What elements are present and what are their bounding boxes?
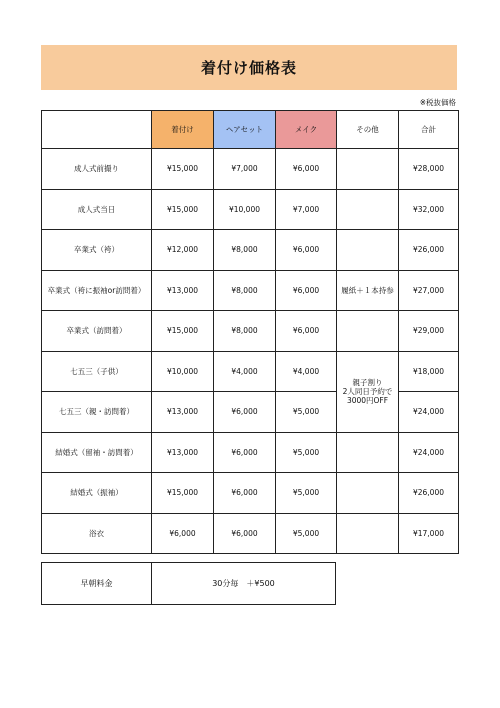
- total-price: ¥26,000: [399, 473, 459, 514]
- makeup-price: ¥7,000: [276, 189, 337, 230]
- table-row: [42, 270, 459, 311]
- other-note-hakama: 履紙＋１本持参: [337, 270, 399, 311]
- hair-price: ¥4,000: [214, 351, 276, 392]
- total-price: ¥26,000: [399, 230, 459, 271]
- hair-price: ¥8,000: [214, 311, 276, 352]
- service-name: 結婚式（振袖）: [42, 473, 152, 514]
- hair-price: ¥8,000: [214, 270, 276, 311]
- total-price: ¥17,000: [399, 513, 459, 554]
- total-price: ¥27,000: [399, 270, 459, 311]
- price-table: [41, 110, 459, 554]
- table-row: [42, 311, 459, 352]
- other-cell: [337, 149, 399, 190]
- other-note-shichigosan: [337, 351, 399, 432]
- makeup-price: ¥6,000: [276, 230, 337, 271]
- makeup-price: ¥5,000: [276, 513, 337, 554]
- hair-price: ¥6,000: [214, 392, 276, 433]
- hair-price: ¥8,000: [214, 230, 276, 271]
- shichigosan-note-line: 2人同日予約で: [342, 387, 393, 396]
- table-row: [42, 432, 459, 473]
- makeup-price: ¥5,000: [276, 473, 337, 514]
- header-total: 合計: [399, 111, 459, 149]
- header-hair-set: ヘアセット: [214, 111, 276, 149]
- kitsuke-price: ¥15,000: [152, 473, 214, 514]
- kitsuke-price: ¥15,000: [152, 311, 214, 352]
- hair-price: ¥6,000: [214, 432, 276, 473]
- table-row: [42, 473, 459, 514]
- total-price: ¥29,000: [399, 311, 459, 352]
- service-name: 七五三（親・訪問着）: [42, 392, 152, 433]
- service-name: 七五三（子供）: [42, 351, 152, 392]
- header-row: [42, 111, 459, 149]
- table-row: [42, 149, 459, 190]
- table-row: [42, 189, 459, 230]
- table-row: [42, 230, 459, 271]
- service-name: 浴衣: [42, 513, 152, 554]
- total-price: ¥32,000: [399, 189, 459, 230]
- hair-price: ¥6,000: [214, 513, 276, 554]
- service-name: 卒業式（袴）: [42, 230, 152, 271]
- tax-note: ※税抜価格: [419, 98, 456, 107]
- shichigosan-note-line: 3000円OFF: [346, 396, 389, 405]
- makeup-price: ¥6,000: [276, 311, 337, 352]
- other-cell: [337, 189, 399, 230]
- total-price: ¥18,000: [399, 351, 459, 392]
- kitsuke-price: ¥15,000: [152, 149, 214, 190]
- makeup-price: ¥6,000: [276, 270, 337, 311]
- early-fee-table: [41, 562, 336, 605]
- service-name: 結婚式（留袖・訪問着）: [42, 432, 152, 473]
- makeup-price: ¥6,000: [276, 149, 337, 190]
- other-cell: [337, 513, 399, 554]
- makeup-price: ¥5,000: [276, 432, 337, 473]
- kitsuke-price: ¥13,000: [152, 392, 214, 433]
- kitsuke-price: ¥6,000: [152, 513, 214, 554]
- hair-price: ¥7,000: [214, 149, 276, 190]
- total-price: ¥24,000: [399, 392, 459, 433]
- early-fee-value: 30分毎 ＋¥500: [152, 563, 336, 605]
- kitsuke-price: ¥13,000: [152, 270, 214, 311]
- header-other: その他: [337, 111, 399, 149]
- other-cell: [337, 473, 399, 514]
- service-name: 卒業式（袴に振袖or訪問着）: [42, 270, 152, 311]
- table-row: [42, 513, 459, 554]
- kitsuke-price: ¥13,000: [152, 432, 214, 473]
- page-title: 着付け価格表: [41, 45, 457, 90]
- other-cell: [337, 311, 399, 352]
- kitsuke-price: ¥15,000: [152, 189, 214, 230]
- kitsuke-price: ¥12,000: [152, 230, 214, 271]
- other-cell: [337, 230, 399, 271]
- total-price: ¥24,000: [399, 432, 459, 473]
- service-name: 卒業式（訪問着）: [42, 311, 152, 352]
- header-service: [42, 111, 152, 149]
- makeup-price: ¥4,000: [276, 351, 337, 392]
- service-name: 成人式当日: [42, 189, 152, 230]
- total-price: ¥28,000: [399, 149, 459, 190]
- service-name: 成人式前撮り: [42, 149, 152, 190]
- shichigosan-note-line: 親子割り: [352, 378, 383, 387]
- early-fee-row: [42, 563, 336, 605]
- hair-price: ¥6,000: [214, 473, 276, 514]
- table-row: [42, 351, 459, 392]
- header-kitsuke: 着付け: [152, 111, 214, 149]
- kitsuke-price: ¥10,000: [152, 351, 214, 392]
- hair-price: ¥10,000: [214, 189, 276, 230]
- other-cell: [337, 432, 399, 473]
- early-fee-label: 早朝料金: [42, 563, 152, 605]
- makeup-price: ¥5,000: [276, 392, 337, 433]
- header-makeup: メイク: [276, 111, 337, 149]
